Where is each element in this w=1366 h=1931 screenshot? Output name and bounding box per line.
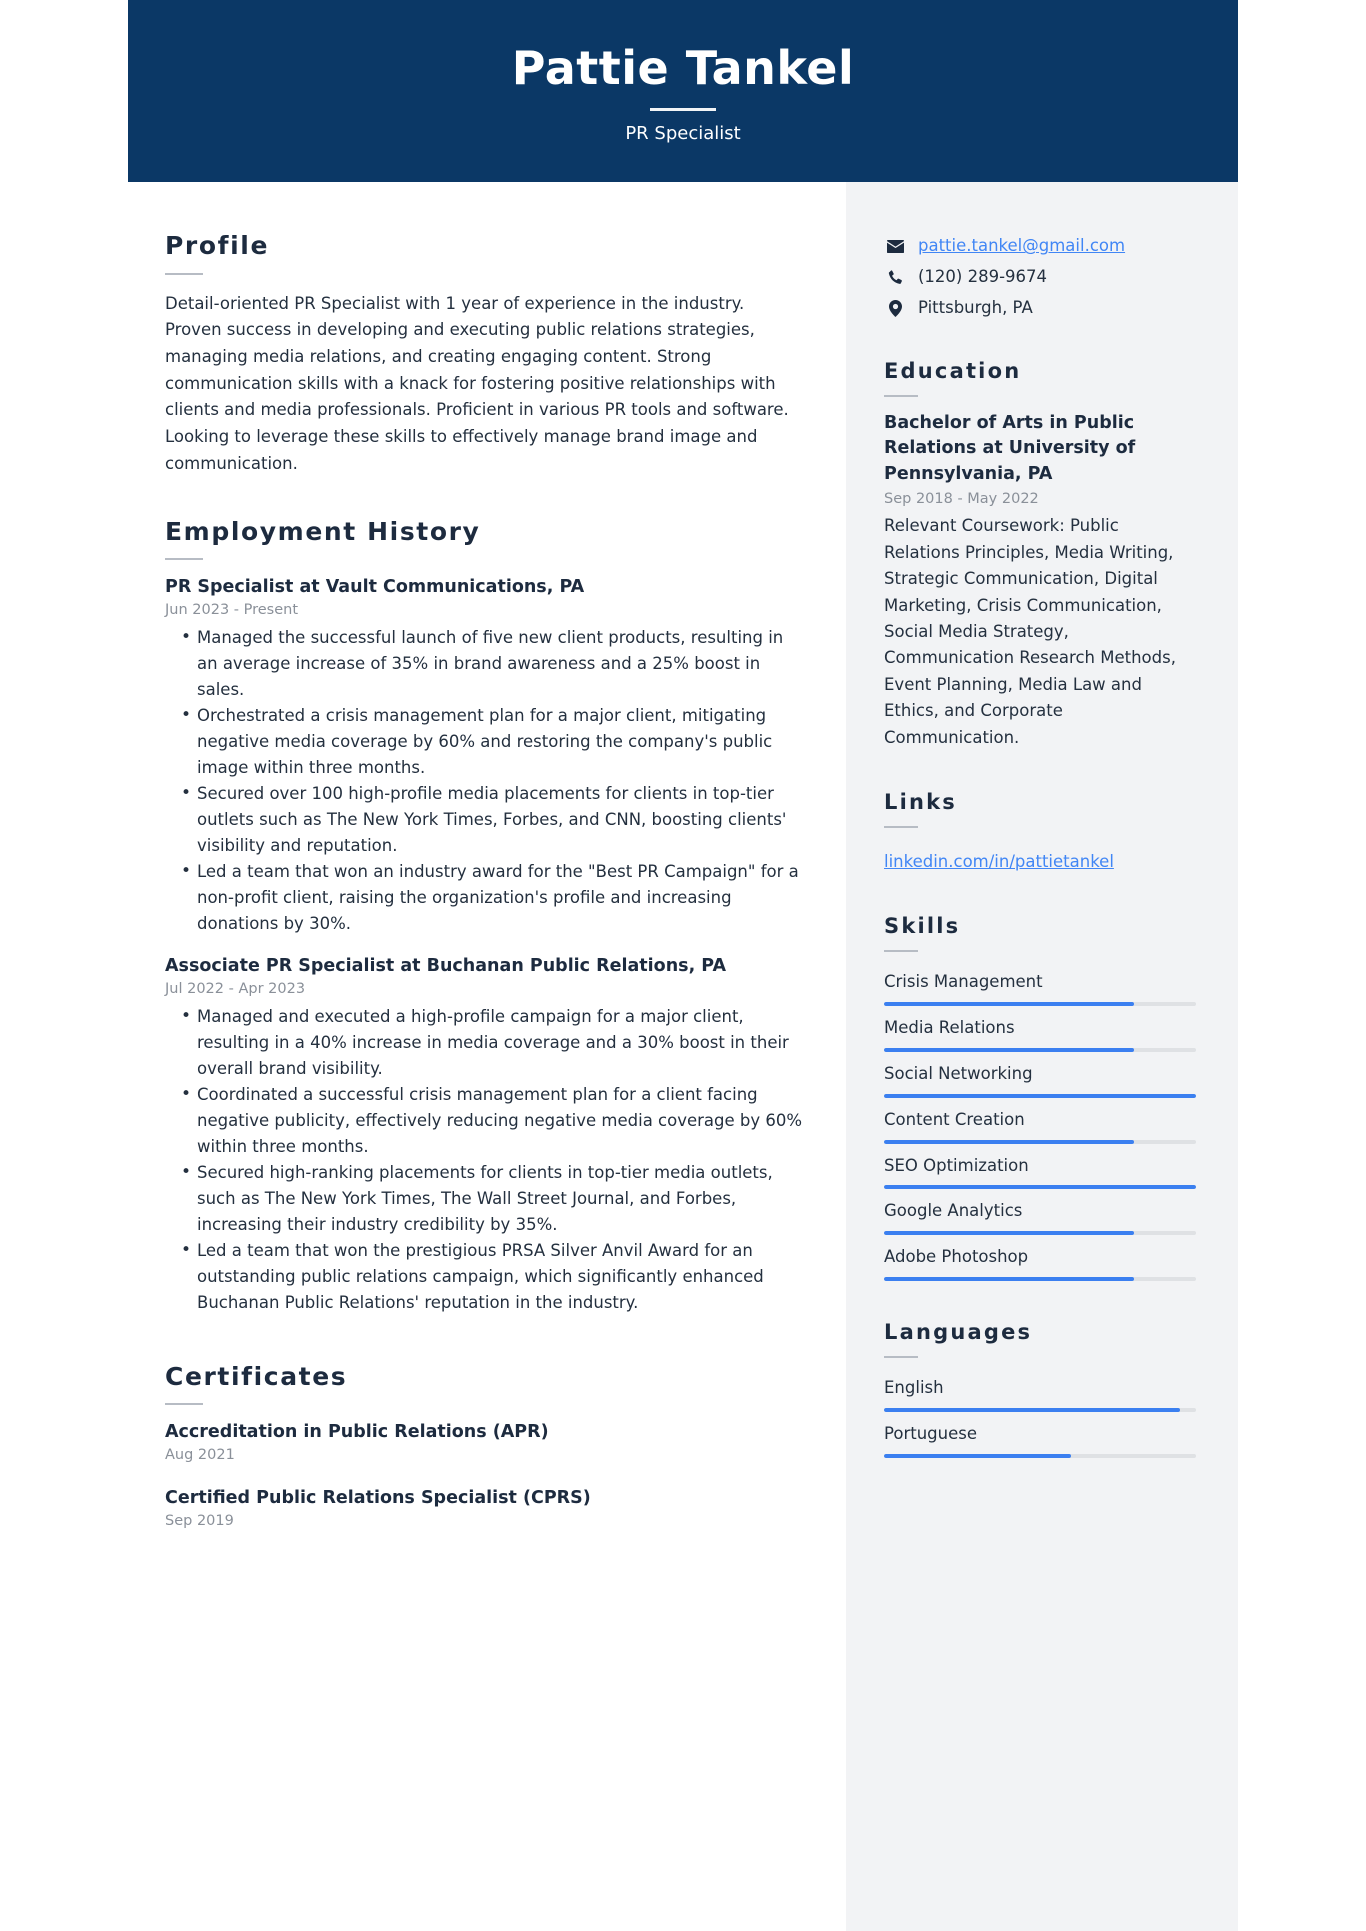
contact-row[interactable] [884,234,1196,258]
certificate-title: Certified Public Relations Specialist (CPRS) [165,1487,591,1508]
section-heading-languages: Languages [884,1320,1033,1345]
language-level-fill [884,1454,1071,1458]
language-level-bar [884,1454,1196,1458]
section-divider [884,1356,918,1358]
section-divider [884,950,918,952]
skill-item [884,970,1196,1006]
skill-level-bar [884,1094,1196,1098]
job-bullet-list [165,1004,806,1317]
skill-item [884,1016,1196,1052]
job-dates: Jul 2022 - Apr 2023 [165,981,306,998]
certificate-entry [165,1487,806,1533]
main-column [128,182,846,1931]
job-bullet-list [165,625,806,938]
section-languages [884,1321,1196,1458]
skill-level-bar [884,1048,1196,1052]
header-divider [650,108,716,111]
section-heading-certificates: Certificates [165,1361,348,1391]
skill-label: Adobe Photoshop [884,1247,1029,1267]
education-dates: Sep 2018 - May 2022 [884,491,1039,508]
language-item [884,1376,1196,1412]
job-dates: Jun 2023 - Present [165,601,299,618]
language-label: Portuguese [884,1424,977,1444]
section-links [884,791,1196,875]
sidebar-column [846,182,1238,1931]
job-bullet: • Secured high-ranking placements for clients in top-tier media outlets, such as The New York Times, The Wall Street Journal, and Forbes, increasing their industry credibility by 35%. [165,1160,806,1238]
skill-item [884,1199,1196,1235]
location-pin-icon [884,300,906,317]
section-divider [884,395,918,397]
skill-level-fill [884,1002,1134,1006]
skill-label: Google Analytics [884,1201,1023,1221]
skill-item [884,1154,1196,1190]
job-title: PR Specialist at Vault Communications, PA [165,577,585,598]
certificate-entry [165,1421,806,1467]
job-entry [165,576,806,937]
job-entry [165,955,806,1316]
skill-label: Social Networking [884,1063,1033,1083]
section-skills [884,915,1196,1282]
skill-level-fill [884,1185,1196,1189]
section-divider [165,1403,203,1405]
certificate-title: Accreditation in Public Relations (APR) [165,1422,549,1443]
job-bullet: • Secured over 100 high-profile media placements for clients in top-tier outlets such as The New York Times, Forbes, and CNN, boosting clients' visibility and reputation. [165,781,806,859]
certificate-list [165,1421,806,1533]
certificate-date: Aug 2021 [165,1446,235,1463]
section-heading-education: Education [884,359,1022,383]
section-profile [165,232,806,478]
contact-value: Pittsburgh, PA [918,298,1033,318]
job-bullet: • Led a team that won the prestigious PRSA Silver Anvil Award for an outstanding public relations campaign, which significantly enhanced Buchanan Public Relations' reputation in the industry. [165,1238,806,1316]
job-bullet: • Managed and executed a high-profile campaign for a major client, resulting in a 40% increase in media coverage and a 30% boost in their overall brand visibility. [165,1004,806,1082]
skill-level-bar [884,1231,1196,1235]
skill-label: Crisis Management [884,971,1043,991]
education-degree: Bachelor of Arts in Public Relations at University of Pennsylvania, PA [884,413,1136,484]
contact-value[interactable]: pattie.tankel@gmail.com [918,236,1126,256]
language-level-fill [884,1408,1180,1412]
skill-label: Media Relations [884,1017,1015,1037]
language-list [884,1376,1196,1458]
section-heading-profile: Profile [165,231,269,260]
skill-label: Content Creation [884,1109,1025,1129]
contact-row [884,265,1196,289]
contact-value: (120) 289-9674 [918,267,1048,287]
profile-text: Detail-oriented PR Specialist with 1 year of experience in the industry. Proven success in developing and executing public relations strategies, managing media relations, and creating engaging content. Strong communication skills with a knack for fostering positive relationships with clients and media professionals. Proficient in various PR tools and software. Looking to leverage these skills to effectively manage brand image and communication. [165,293,789,473]
profile-link[interactable]: linkedin.com/in/pattietankel [884,852,1114,872]
page-title: Pattie Tankel [511,40,855,95]
skill-level-fill [884,1140,1134,1144]
skill-item [884,1062,1196,1098]
header-job-title: PR Specialist [625,123,741,145]
skill-level-fill [884,1094,1196,1098]
job-list [165,576,806,1317]
skill-level-bar [884,1185,1196,1189]
resume-page [128,0,1238,1931]
link-list [884,850,1196,875]
section-divider [884,826,918,828]
language-item [884,1422,1196,1458]
skill-label: SEO Optimization [884,1155,1029,1175]
section-heading-skills: Skills [884,913,961,938]
skill-level-fill [884,1231,1134,1235]
section-divider [165,558,203,560]
section-heading-employment: Employment History [165,516,481,546]
skill-level-bar [884,1277,1196,1281]
skill-level-bar [884,1002,1196,1006]
resume-body [128,182,1238,1931]
language-level-bar [884,1408,1196,1412]
skill-list [884,970,1196,1281]
job-bullet: • Coordinated a successful crisis management plan for a client facing negative publicity, effectively reducing negative media coverage by 60% within three months. [165,1082,806,1160]
job-title: Associate PR Specialist at Buchanan Public Relations, PA [165,956,727,977]
section-employment-history [165,518,806,1317]
contact-list [884,234,1196,320]
skill-level-fill [884,1277,1134,1281]
skill-item [884,1108,1196,1144]
job-bullet: • Led a team that won an industry award for the "Best PR Campaign" for a non-profit client, raising the organization's profile and increasing donations by 30%. [165,859,806,937]
skill-item [884,1245,1196,1281]
job-bullet: • Orchestrated a crisis management plan for a major client, mitigating negative media coverage by 60% and restoring the company's public image within three months. [165,703,806,781]
skill-level-fill [884,1048,1134,1052]
contact-row [884,296,1196,320]
section-divider [165,273,203,275]
email-icon [884,240,906,253]
skill-level-bar [884,1140,1196,1144]
education-description: Relevant Coursework: Public Relations Principles, Media Writing, Strategic Communication, Digital Marketing, Crisis Communication, Social Media Strategy, Communication Research Methods, Event Planning, Media Law and Ethics, and Corporate Communication. [884,516,1176,747]
section-education [884,360,1196,751]
section-certificates [165,1363,806,1533]
job-bullet: • Managed the successful launch of five new client products, resulting in an average increase of 35% in brand awareness and a 25% boost in sales. [165,625,806,703]
section-heading-links: Links [884,789,957,814]
certificate-date: Sep 2019 [165,1512,234,1529]
resume-header [128,0,1238,182]
phone-icon [884,270,906,285]
language-label: English [884,1378,944,1398]
